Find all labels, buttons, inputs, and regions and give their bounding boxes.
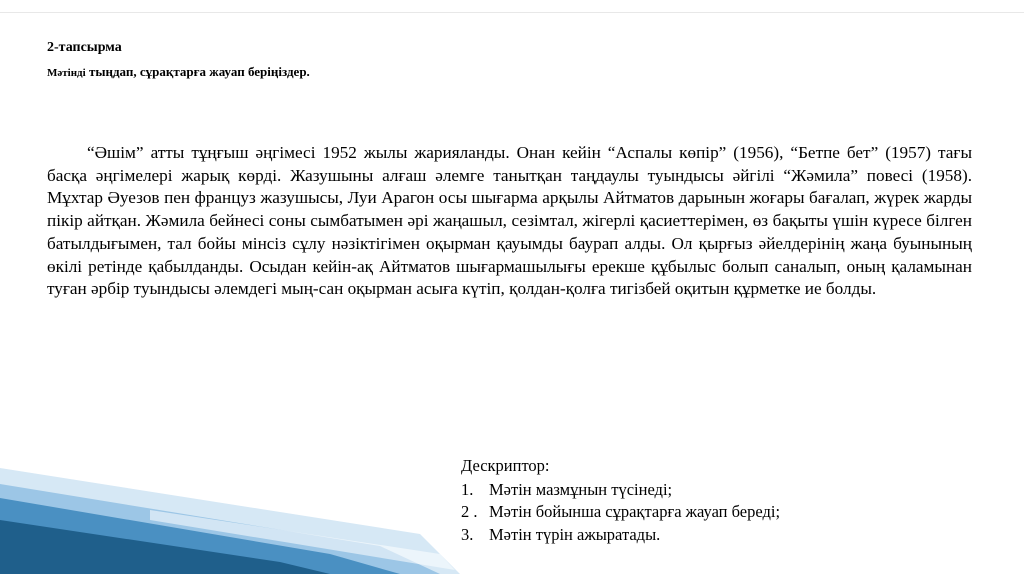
list-item — [461, 524, 941, 547]
list-item-number: 2 . — [461, 502, 478, 521]
descriptor-list — [461, 479, 941, 547]
page-title: 2-тапсырма — [47, 40, 122, 55]
top-bar — [0, 0, 1024, 13]
instruction-part-2: тыңдап, сұрақтарға жауап беріңіздер. — [88, 64, 310, 79]
list-item — [461, 479, 941, 502]
list-item-number: 1. — [461, 479, 474, 499]
descriptor-heading: Дескриптор: — [461, 456, 550, 475]
list-item-text: Мәтін бойынша сұрақтарға жауап береді; — [489, 502, 781, 521]
list-item-text: Мәтін мазмұнын түсінеді; — [489, 479, 673, 499]
main-paragraph: “Әшім” атты тұңғыш әңгімесі 1952 жылы жарияланды. Онан кейін “Аспалы көпір” (1956), “Бетпе бет” (1957) тағы басқа әңгімелері жарық көрді. Жазушыны алғаш әлемге танытқан таңдаулы туындысы әйгілі “Жәмила” повесі (1958). Мұхтар Әуезов пен француз жазушысы, Луи Арагон осы шығарма арқылы Айтматов дарынын жоғары бағалап, жүрек жарды пікір айтқан. Жәмила бейнесі соны сымбатымен әрі жаңашыл, сезімтал, жігерлі қасиеттерімен, өз бақыты үшін күресе білген батылдығымен, тал бойы мінсіз сұлу нәзіктігімен оқырман қауымды баурап алды. Ол қырғыз әйелдерінің жаңа буынының өкілі ретінде қабылданды. Осыдан кейін-ақ Айтматов шығармашылығы ерекше құбылыс болып саналып, оның қаламынан туған әрбір туындысы әлемдегі мың-сан оқырман асыға күтіп, қолдан-қолға тигізбей оқитын құрметке ие болды. — [47, 143, 972, 299]
descriptor-block — [461, 455, 941, 546]
list-item-number: 3. — [461, 524, 474, 544]
instruction-part-1: Мәтінді — [47, 67, 86, 79]
main-text — [47, 142, 972, 301]
decorative-waves — [0, 450, 460, 574]
list-item — [461, 501, 941, 524]
list-item-text: Мәтін түрін ажыратады. — [489, 524, 661, 544]
instruction — [47, 64, 310, 80]
